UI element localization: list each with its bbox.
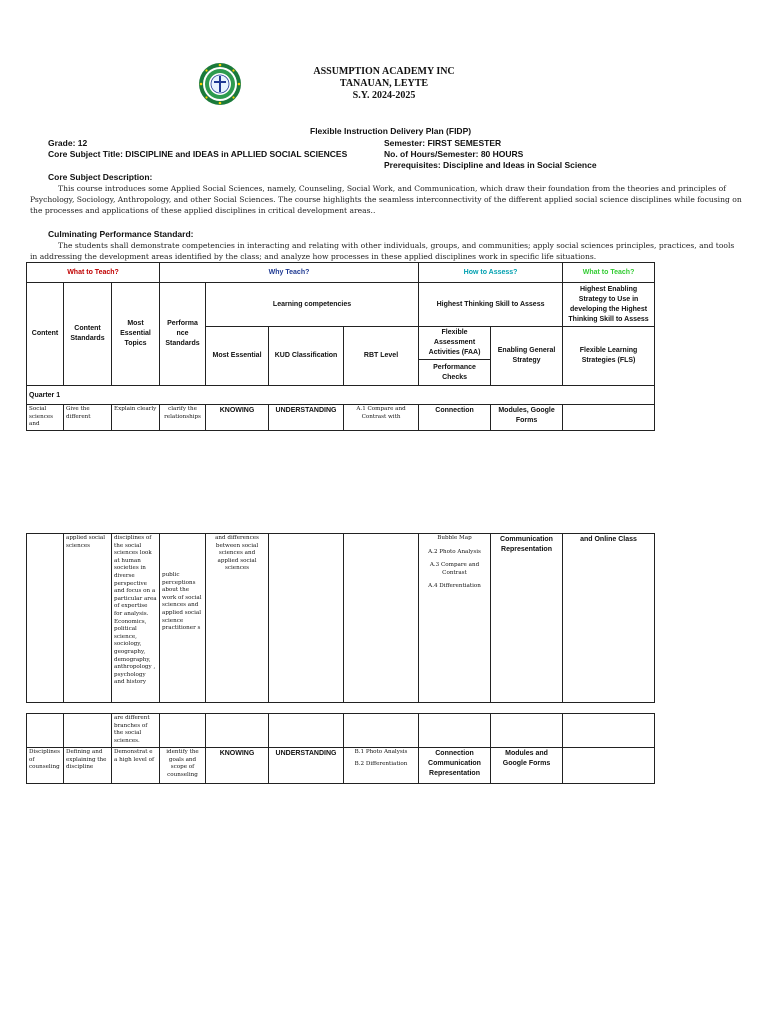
- row4-topics: Demonstrat e a high level of: [112, 748, 160, 784]
- header-most-essential-topics: Most Essential Topics: [112, 283, 160, 386]
- header-enabling-general: Enabling General Strategy: [491, 327, 563, 386]
- row1-topics: Explain clearly: [112, 405, 160, 431]
- header-highest-enabling: Highest Enabling Strategy to Use in developing the Highest Thinking Skill to Assess: [563, 283, 655, 327]
- row4-strategy: Connection Communication Representation: [419, 748, 491, 784]
- row4-faa1: B.1 Photo Analysis: [354, 749, 408, 755]
- row1-competency: clarify the relationships: [160, 405, 206, 431]
- semester-label: Semester: FIRST SEMESTER: [384, 138, 502, 148]
- row2-competency: and differences between social sciences and applied social sciences: [206, 534, 269, 703]
- row1-standards: Give the different: [64, 405, 112, 431]
- header-how-to-assess: How to Assess?: [419, 263, 563, 283]
- row2-standards: disciplines of the social sciences look at human societies in diverse perspective and focus on a particular area of expertise for analysis. Economics, political science, sociology, geography, demography, anthropology , psychology and history: [112, 534, 160, 703]
- quarter-label: Quarter 1: [27, 386, 655, 405]
- row1-fls: Modules, Google Forms: [491, 405, 563, 431]
- header-kud: KUD Classification: [269, 327, 344, 386]
- row2-faa4: A.4 Differentiation: [428, 583, 481, 590]
- row4-kud: KNOWING: [206, 748, 269, 784]
- header-what-to-teach-2: What to Teach?: [563, 263, 655, 283]
- row2-strategy: Communication Representation: [491, 534, 563, 703]
- header-content-standards: Content Standards: [64, 283, 112, 386]
- row2-fls: and Online Class: [563, 534, 655, 703]
- row4-rbt: UNDERSTANDING: [269, 748, 344, 784]
- fidp-table-continued: [26, 533, 655, 703]
- header-performance-checks: Performance Checks: [419, 360, 491, 386]
- row4-content: Disciplines of counseling: [27, 748, 64, 784]
- row4-fls: Modules and Google Forms: [491, 748, 563, 784]
- description-text: This course introduces some Applied Social Sciences, namely, Counseling, Social Work, and Communication, which draw their foundation from the theories and principles of Psychology, Sociology, Anthropology, and other Social Sciences. The course highlights the seamless interconnectivity of the different applied social science disciplines while focusing on the processes and applications of these applied disciplines in critical development areas..: [30, 184, 742, 215]
- header-learning-competencies: Learning competencies: [206, 283, 419, 327]
- fidp-table-continued-2: [26, 713, 655, 784]
- school-year: S.Y. 2024-2025: [352, 90, 416, 101]
- row1-kud: KNOWING: [206, 405, 269, 431]
- performance-heading: Culminating Performance Standard:: [48, 229, 194, 239]
- row3-standards: are different branches of the social sciences.: [112, 714, 160, 748]
- row4-standards: Defining and explaining the discipline: [64, 748, 112, 784]
- performance-text: The students shall demonstrate competencies in interacting and relating with other individuals, groups, and communities; apply social sciences principles, practices, and tools in addressing the development areas identified by the class; and analyze how processes in these applied disciplines work in specific life situations.: [30, 241, 735, 261]
- header-faa: Flexible Assessment Activities (FAA): [419, 327, 491, 360]
- header-performance-standards: Performa nce Standards: [160, 283, 206, 386]
- header-highest-thinking: Highest Thinking Skill to Assess: [419, 283, 563, 327]
- row1-content: Social sciences and: [27, 405, 64, 431]
- plan-title: Flexible Instruction Delivery Plan (FIDP): [310, 126, 472, 136]
- header-fls: Flexible Learning Strategies (FLS): [563, 327, 655, 386]
- row1-faa: A.1 Compare and Contrast with: [344, 405, 419, 431]
- row1-rbt: UNDERSTANDING: [269, 405, 344, 431]
- header-content: Content: [27, 283, 64, 386]
- row2-topics: public perceptions about the work of social sciences and applied social science practitioner s: [160, 534, 206, 703]
- header-what-to-teach: What to Teach?: [27, 263, 160, 283]
- description-heading: Core Subject Description:: [48, 172, 153, 182]
- header-most-essential: Most Essential: [206, 327, 269, 386]
- hours-label: No. of Hours/Semester: 80 HOURS: [384, 149, 524, 159]
- grade-label: Grade: 12: [48, 138, 88, 148]
- school-name: ASSUMPTION ACADEMY INC: [313, 66, 455, 77]
- subject-title: Core Subject Title: DISCIPLINE and IDEAS in APLLIED SOCIAL SCIENCES: [48, 149, 348, 159]
- header-rbt: RBT Level: [344, 327, 419, 386]
- header-why-teach: Why Teach?: [160, 263, 419, 283]
- fidp-table: [26, 262, 655, 431]
- row4-faa2: B.2 Differentiation: [354, 760, 408, 767]
- prerequisites-label: Prerequisites: Discipline and Ideas in Social Science: [384, 160, 597, 170]
- school-location: TANAUAN, LEYTE: [339, 78, 429, 89]
- row2-faa1: Bubble Map: [437, 535, 472, 541]
- row4-competency: identify the goals and scope of counseling: [160, 748, 206, 784]
- row2-content: applied social sciences: [64, 534, 112, 703]
- row1-strategy: Connection: [419, 405, 491, 431]
- row2-faa3: A.3 Compare and Contrast: [429, 562, 480, 576]
- row2-faa2: A.2 Photo Analysis: [428, 548, 481, 555]
